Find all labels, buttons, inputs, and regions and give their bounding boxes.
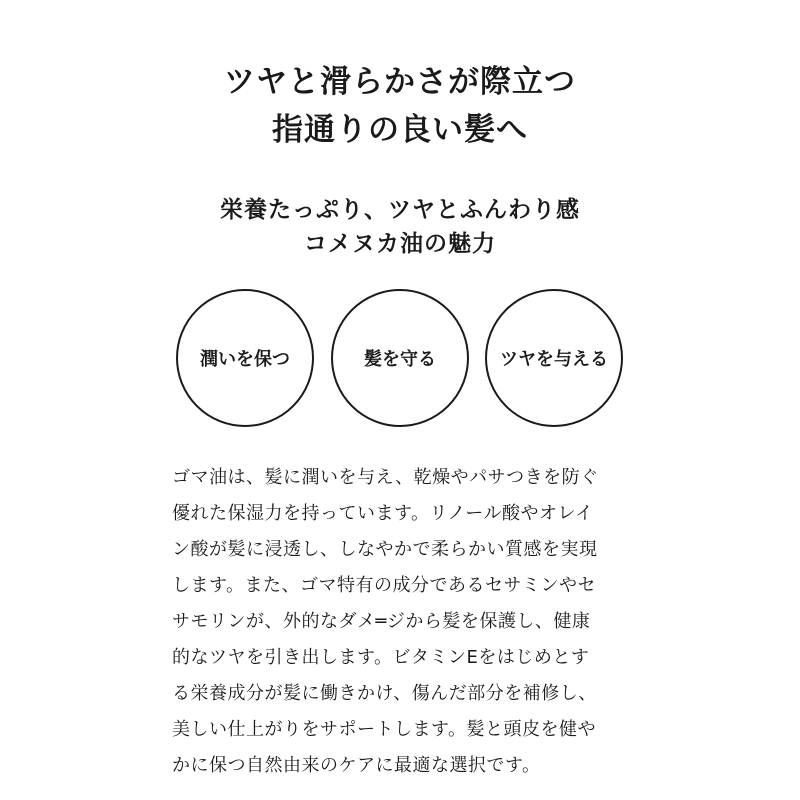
benefit-circle-protect [331,289,469,427]
description-line: る栄養成分が髪に働きかけ、傷んだ部分を補修し、 [172,683,597,704]
headline-line-2: 指通りの良い髪へ [272,112,528,148]
description-line: かに保つ自然由来のケアに最適な選択です。 [172,755,541,776]
benefit-label: 髪を守る [364,349,436,370]
description-line: 的なツヤを引き出します。ビタミンEをはじめとす [172,647,590,668]
description-line: サモリンが、外的なダメ═ジから髪を保護し、健康 [172,611,591,632]
description-line: ゴマ油は、髪に潤いを与え、乾燥やパサつきを防ぐ [172,467,599,488]
benefit-circle-shine [485,289,623,427]
description-paragraph [172,460,642,784]
subheadline-line-2: コメヌカ油の魅力 [304,231,496,257]
benefit-label: 潤いを保つ [200,349,290,370]
benefit-label: ツヤを与える [500,349,608,370]
subheadline-line-1: 栄養たっぷり、ツヤとふんわり感 [220,197,580,223]
description-line: します。また、ゴマ特有の成分であるセサミンやセ [172,575,597,596]
description-line: 美しい仕上がりをサポートします。髪と頭皮を健や [172,719,597,740]
headline-line-1: ツヤと滑らかさが際立つ [224,64,576,100]
description-line: ン酸が髪に浸透し、しなやかで柔らかい質感を実現 [172,539,598,560]
benefit-circle-moisture [176,289,314,427]
description-line: 優れた保湿力を持っています。リノール酸やオレイ [172,503,594,524]
